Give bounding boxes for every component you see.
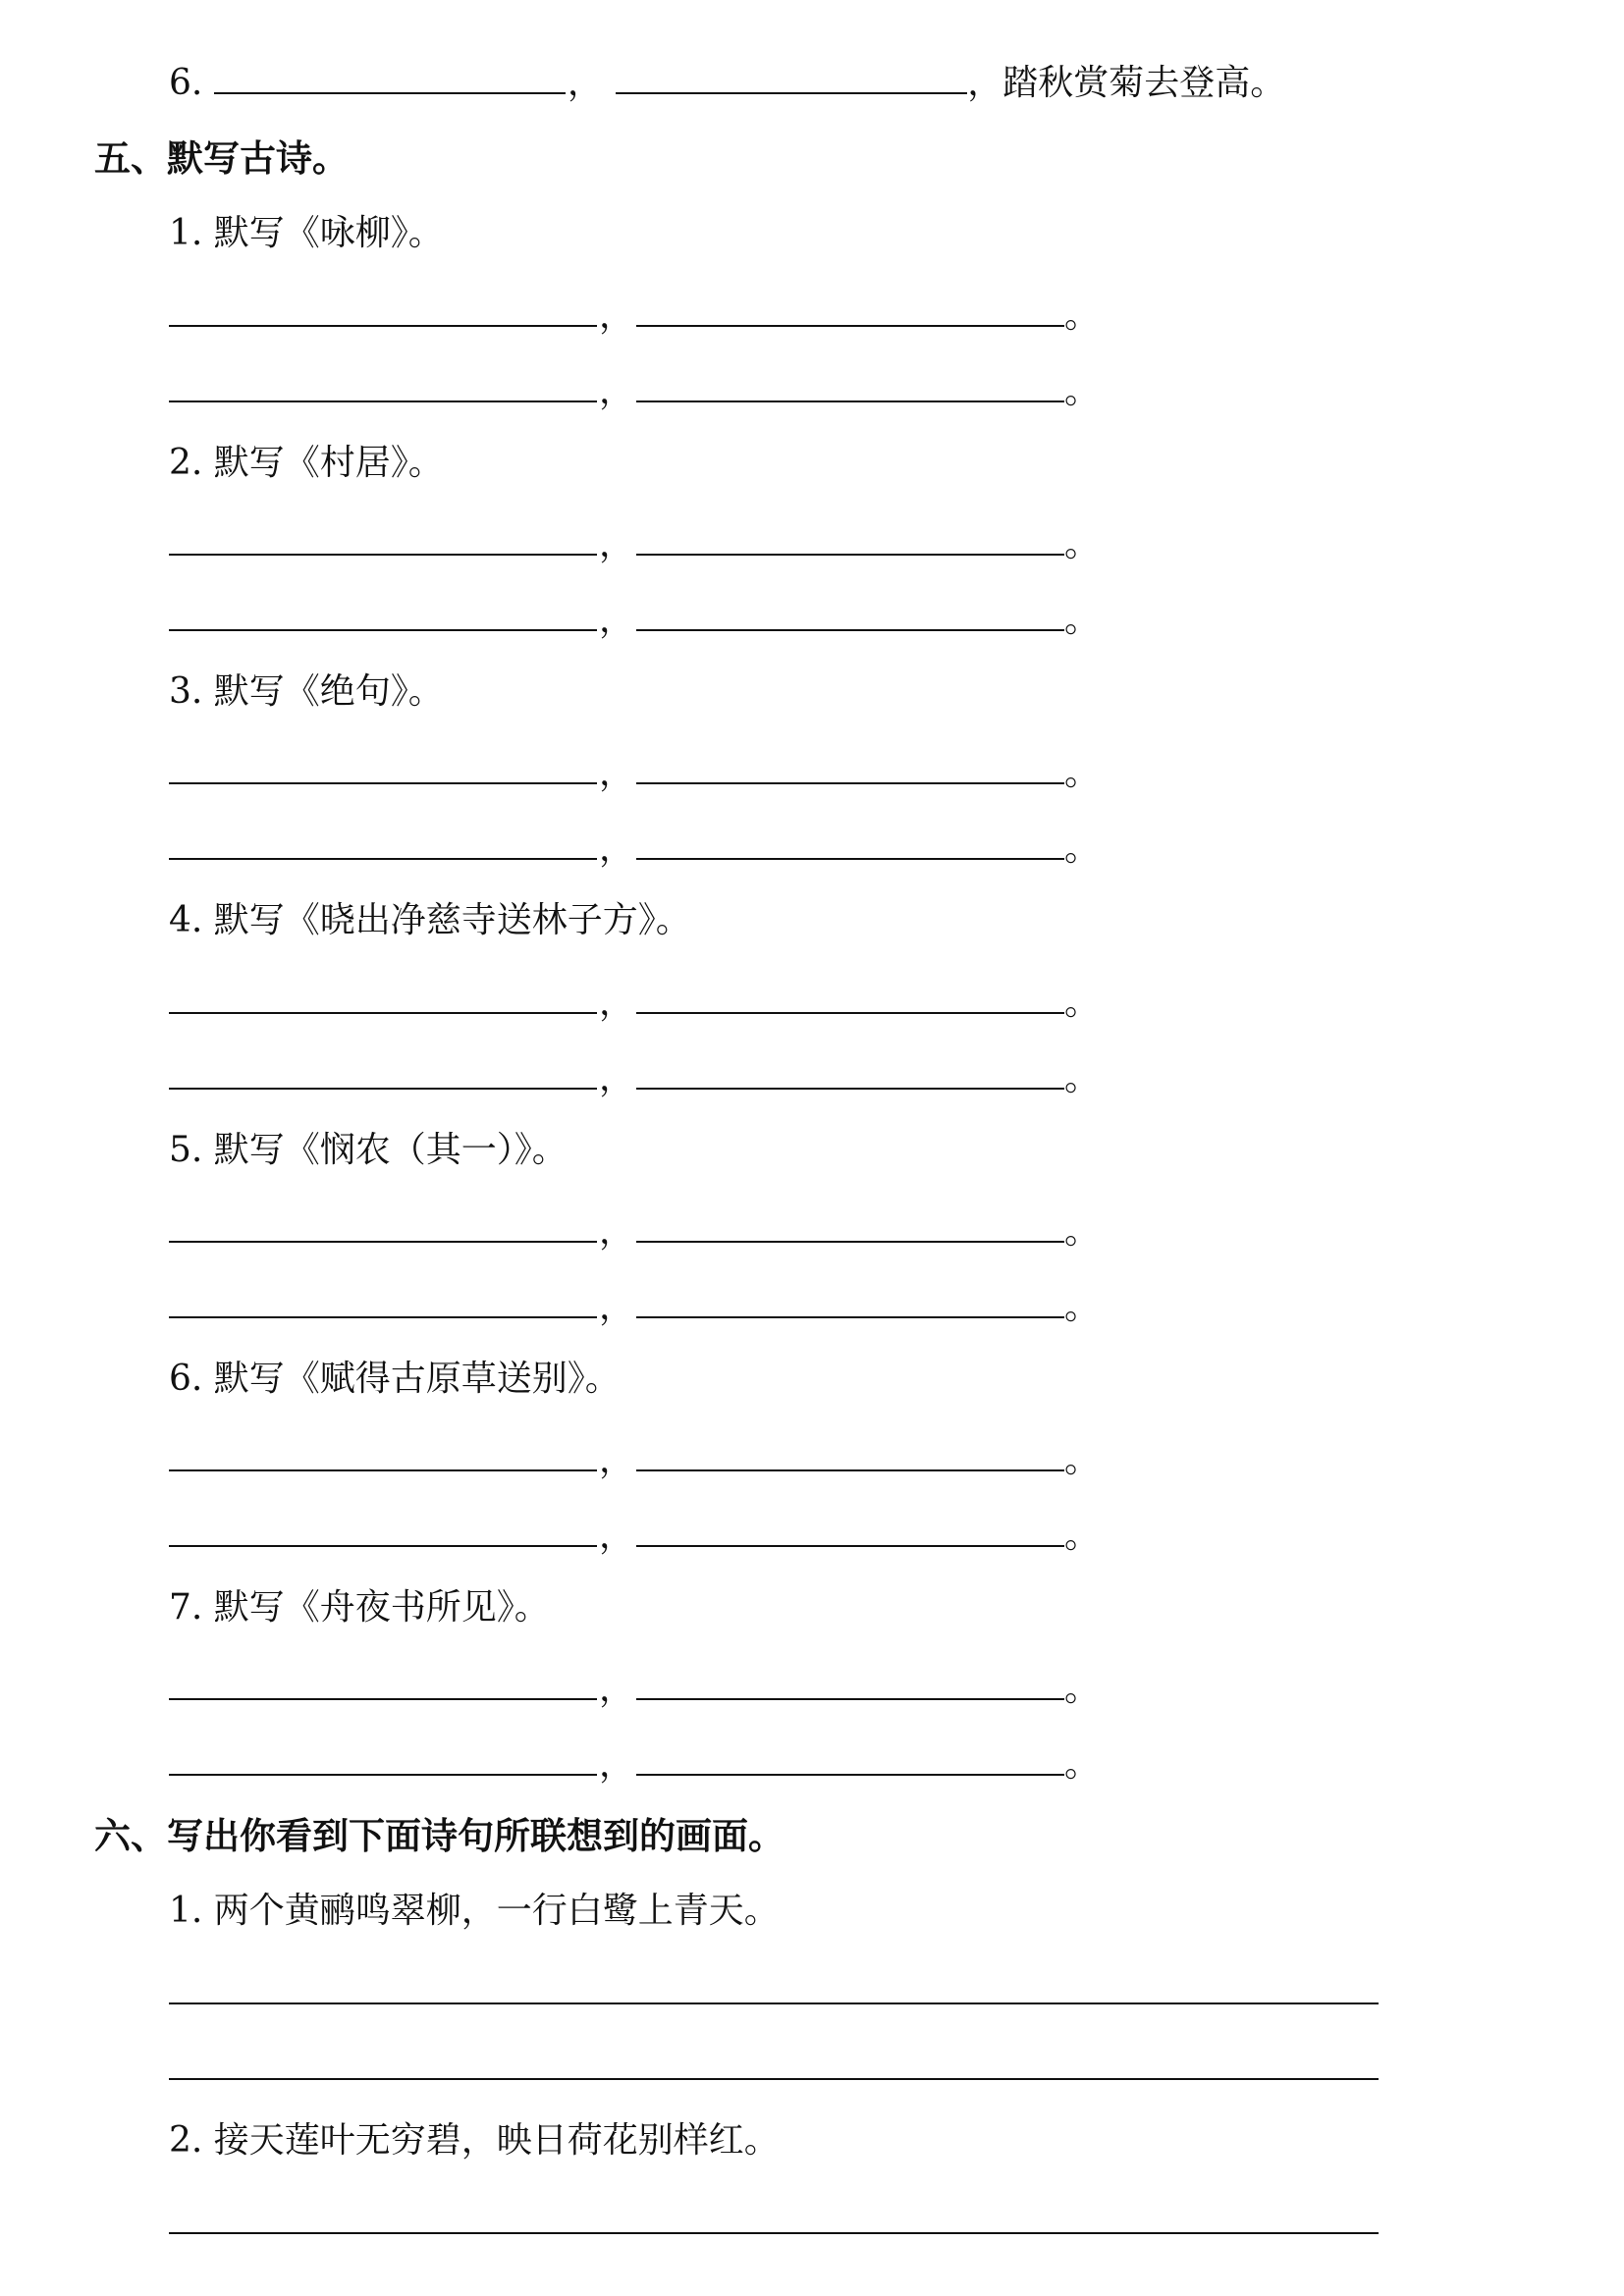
period: 。 <box>1064 1058 1101 1098</box>
answer-blank[interactable] <box>169 749 597 784</box>
poem-3-label: 3. 默写《绝句》。 <box>169 671 444 712</box>
period: 。 <box>1064 1211 1101 1252</box>
poem-2-label: 2. 默写《村居》。 <box>169 443 444 483</box>
comma: ， <box>599 1744 635 1785</box>
answer-blank[interactable] <box>636 825 1064 860</box>
imagery-2-label: 2. 接天莲叶无穷碧，映日荷花别样红。 <box>169 2120 780 2161</box>
poem-6-label: 6. 默写《赋得古原草送别》。 <box>169 1359 621 1399</box>
answer-blank[interactable] <box>636 1054 1064 1090</box>
answer-blank[interactable] <box>169 2045 1379 2080</box>
poem-6-row-1 <box>169 1436 1100 1482</box>
imagery-1-answer-2 <box>169 2045 1379 2091</box>
answer-blank[interactable] <box>169 825 597 860</box>
poem-6-row-2 <box>169 1512 1100 1558</box>
answer-blank[interactable] <box>169 1665 597 1700</box>
poem-1-label: 1. 默写《咏柳》。 <box>169 213 444 253</box>
poem-4-label: 4. 默写《晓出净慈寺送林子方》。 <box>169 900 691 940</box>
comma: ， <box>599 1669 635 1709</box>
period: 。 <box>1064 753 1101 793</box>
answer-blank[interactable] <box>169 1512 597 1547</box>
answer-blank[interactable] <box>636 749 1064 784</box>
q6-comma: ， <box>567 63 603 103</box>
answer-blank[interactable] <box>169 1054 597 1090</box>
section-5-title: 五、默写古诗。 <box>94 137 349 180</box>
imagery-1-answer-1 <box>169 1969 1379 2015</box>
period: 。 <box>1064 371 1101 411</box>
answer-blank[interactable] <box>169 292 597 327</box>
period: 。 <box>1064 295 1101 336</box>
answer-blank[interactable] <box>636 367 1064 402</box>
answer-blank[interactable] <box>169 1969 1379 2004</box>
poem-5-row-2 <box>169 1283 1100 1329</box>
comma: ， <box>599 524 635 564</box>
poem-5-label: 5. 默写《悯农（其一）》。 <box>169 1130 568 1170</box>
poem-7-label: 7. 默写《舟夜书所见》。 <box>169 1587 550 1628</box>
answer-blank[interactable] <box>636 1436 1064 1471</box>
section-6-title: 六、写出你看到下面诗句所联想到的画面。 <box>94 1815 785 1857</box>
comma: ， <box>599 1287 635 1327</box>
period: 。 <box>1064 524 1101 564</box>
period: 。 <box>1064 1440 1101 1480</box>
period: 。 <box>1064 1669 1101 1709</box>
poem-1-row-1 <box>169 292 1100 338</box>
answer-blank[interactable] <box>636 596 1064 631</box>
answer-blank[interactable] <box>636 1207 1064 1243</box>
imagery-2-answer-1 <box>169 2199 1379 2245</box>
period: 。 <box>1064 828 1101 869</box>
poem-5-row-1 <box>169 1207 1100 1254</box>
poem-4-row-1 <box>169 979 1100 1025</box>
answer-blank[interactable] <box>169 1740 597 1776</box>
poem-2-row-2 <box>169 596 1100 642</box>
poem-7-row-2 <box>169 1740 1100 1787</box>
answer-blank[interactable] <box>636 1512 1064 1547</box>
comma: ， <box>599 983 635 1023</box>
answer-blank[interactable] <box>169 596 597 631</box>
period: 。 <box>1064 1744 1101 1785</box>
answer-blank[interactable] <box>636 979 1064 1014</box>
answer-blank[interactable] <box>636 1283 1064 1318</box>
comma: ， <box>599 1058 635 1098</box>
answer-blank[interactable] <box>169 979 597 1014</box>
comma: ， <box>599 753 635 793</box>
q6-blank-2[interactable] <box>616 59 967 94</box>
comma: ， <box>599 1516 635 1556</box>
answer-blank[interactable] <box>636 1665 1064 1700</box>
q6-tail-text: ，踏秋赏菊去登高。 <box>967 63 1286 103</box>
answer-blank[interactable] <box>169 520 597 556</box>
q6-fill-line <box>169 59 1285 105</box>
poem-2-row-1 <box>169 520 1100 566</box>
period: 。 <box>1064 600 1101 640</box>
comma: ， <box>599 1211 635 1252</box>
answer-blank[interactable] <box>636 292 1064 327</box>
poem-3-row-1 <box>169 749 1100 795</box>
answer-blank[interactable] <box>169 1436 597 1471</box>
answer-blank[interactable] <box>169 1207 597 1243</box>
comma: ， <box>599 295 635 336</box>
q6-number: 6. <box>169 63 203 103</box>
comma: ， <box>599 371 635 411</box>
imagery-1-label: 1. 两个黄鹂鸣翠柳，一行白鹭上青天。 <box>169 1891 780 1931</box>
period: 。 <box>1064 983 1101 1023</box>
comma: ， <box>599 1440 635 1480</box>
answer-blank[interactable] <box>169 367 597 402</box>
poem-7-row-1 <box>169 1665 1100 1711</box>
q6-blank-1[interactable] <box>214 59 566 94</box>
answer-blank[interactable] <box>636 1740 1064 1776</box>
poem-3-row-2 <box>169 825 1100 871</box>
poem-1-row-2 <box>169 367 1100 413</box>
answer-blank[interactable] <box>169 2199 1379 2234</box>
comma: ， <box>599 600 635 640</box>
period: 。 <box>1064 1516 1101 1556</box>
poem-4-row-2 <box>169 1054 1100 1100</box>
answer-blank[interactable] <box>169 1283 597 1318</box>
period: 。 <box>1064 1287 1101 1327</box>
answer-blank[interactable] <box>636 520 1064 556</box>
comma: ， <box>599 828 635 869</box>
